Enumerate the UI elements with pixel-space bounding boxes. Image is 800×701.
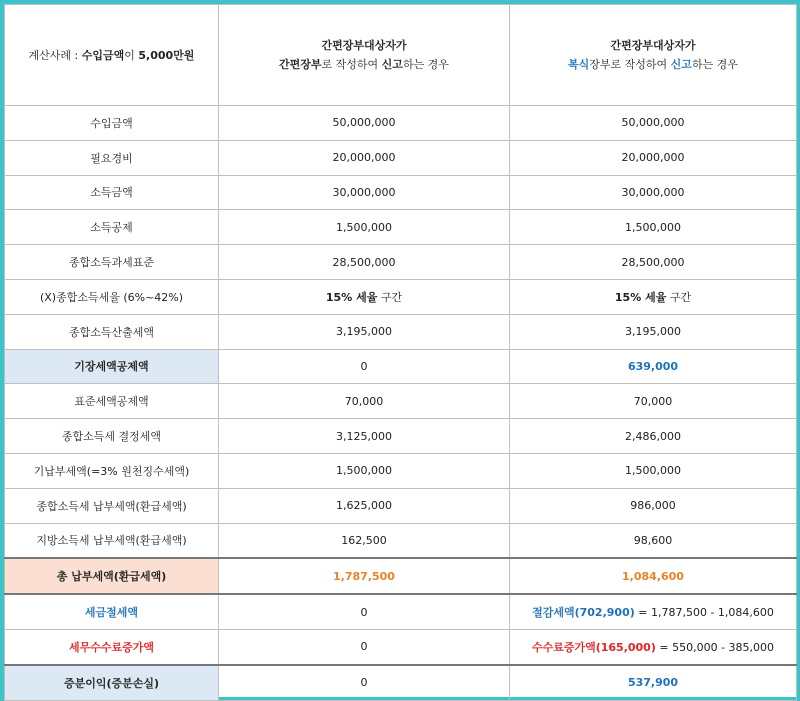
simple-value: 1,787,500: [219, 558, 510, 594]
double-value: 2,486,000: [510, 419, 797, 454]
col-simple-header: [219, 5, 510, 106]
table-row: [5, 106, 797, 141]
rate-bold: 15% 세율: [614, 290, 667, 304]
row-label: 세무수수료증가액: [5, 629, 219, 664]
double-value: 1,084,600: [510, 558, 797, 594]
simple-value: 20,000,000: [219, 140, 510, 175]
row-label: 필요경비: [5, 140, 219, 175]
double-value: 1,500,000: [510, 453, 797, 488]
table-row: [5, 594, 797, 629]
simple-value: 1,500,000: [219, 453, 510, 488]
table-row: [5, 523, 797, 558]
col-double-title: 간편장부대상자가: [610, 39, 696, 52]
savings-highlight: 절감세액(702,900): [532, 606, 635, 620]
row-label: 기장세액공제액: [5, 349, 219, 384]
double-value: 986,000: [510, 488, 797, 523]
col-double-blue: 복식: [568, 58, 590, 71]
row-label: 수입금액: [5, 106, 219, 141]
col-simple-title: 간편장부대상자가: [321, 39, 407, 52]
table-row: [5, 349, 797, 384]
table-row: [5, 488, 797, 523]
col-double-header: [510, 5, 797, 106]
double-value: 30,000,000: [510, 175, 797, 210]
double-value: [510, 594, 797, 629]
table-row: [5, 245, 797, 280]
row-label: (X)종합소득세율 (6%~42%): [5, 279, 219, 314]
col-simple-bold2: 신고: [381, 58, 403, 71]
tax-comparison-table: [4, 4, 797, 701]
fee-formula: = 550,000 - 385,000: [655, 640, 775, 654]
row-label: 증분이익(증분손실): [5, 665, 219, 700]
table-row: [5, 665, 797, 700]
table-row: [5, 314, 797, 349]
col-simple-subtitle: [219, 55, 509, 74]
col-double-subtitle: [510, 55, 796, 74]
row-label: 소득금액: [5, 175, 219, 210]
savings-formula: = 1,787,500 - 1,084,600: [634, 606, 774, 620]
simple-value: 3,195,000: [219, 314, 510, 349]
double-value: 537,900: [510, 665, 797, 700]
case-prefix: 계산사례 :: [28, 48, 82, 62]
table-row: [5, 419, 797, 454]
simple-value: 1,625,000: [219, 488, 510, 523]
case-mid: 이: [124, 48, 139, 62]
col-double-blue2: 신고: [670, 58, 692, 71]
table-row: [5, 384, 797, 419]
table-row: [5, 453, 797, 488]
col-double-mid: 장부로 작성하여: [589, 58, 671, 71]
double-value: 70,000: [510, 384, 797, 419]
rate-tail: 구간: [377, 290, 403, 304]
simple-value: 3,125,000: [219, 419, 510, 454]
col-simple-tail: 하는 경우: [402, 58, 449, 71]
simple-value: 1,500,000: [219, 210, 510, 245]
table-row: [5, 140, 797, 175]
double-value: [510, 629, 797, 664]
simple-value: 28,500,000: [219, 245, 510, 280]
table-row: [5, 175, 797, 210]
rate-bold: 15% 세율: [325, 290, 378, 304]
case-amount: 5,000만원: [138, 48, 195, 62]
row-label: 종합소득세 납부세액(환급세액): [5, 488, 219, 523]
simple-value: 0: [219, 349, 510, 384]
simple-value: 50,000,000: [219, 106, 510, 141]
double-value: 98,600: [510, 523, 797, 558]
col-simple-mid: 로 작성하여: [321, 58, 382, 71]
double-value: 639,000: [510, 349, 797, 384]
table-row: [5, 629, 797, 664]
double-value: [510, 279, 797, 314]
fee-highlight: 수수료증가액(165,000): [531, 640, 656, 654]
simple-value: [219, 279, 510, 314]
double-value: 50,000,000: [510, 106, 797, 141]
row-label: 기납부세액(=3% 원천징수세액): [5, 453, 219, 488]
case-cell: [5, 5, 219, 106]
case-bold: 수입금액: [81, 48, 125, 62]
simple-value: 162,500: [219, 523, 510, 558]
row-label: 총 납부세액(환급세액): [5, 558, 219, 594]
table-row-total: [5, 558, 797, 594]
simple-value: 0: [219, 594, 510, 629]
simple-value: 30,000,000: [219, 175, 510, 210]
row-label: 세금절세액: [5, 594, 219, 629]
double-value: 1,500,000: [510, 210, 797, 245]
row-label: 소득공제: [5, 210, 219, 245]
simple-value: 0: [219, 629, 510, 664]
table-row: [5, 210, 797, 245]
header-row: [5, 5, 797, 106]
double-value: 3,195,000: [510, 314, 797, 349]
row-label: 종합소득산출세액: [5, 314, 219, 349]
row-label: 지방소득세 납부세액(환급세액): [5, 523, 219, 558]
row-label: 표준세액공제액: [5, 384, 219, 419]
simple-value: 70,000: [219, 384, 510, 419]
double-value: 20,000,000: [510, 140, 797, 175]
col-double-tail: 하는 경우: [691, 58, 738, 71]
simple-value: 0: [219, 665, 510, 700]
table-row: [5, 279, 797, 314]
row-label: 종합소득과세표준: [5, 245, 219, 280]
col-simple-bold: 간편장부: [279, 58, 322, 71]
double-value: 28,500,000: [510, 245, 797, 280]
row-label: 종합소득세 결정세액: [5, 419, 219, 454]
rate-tail: 구간: [666, 290, 692, 304]
